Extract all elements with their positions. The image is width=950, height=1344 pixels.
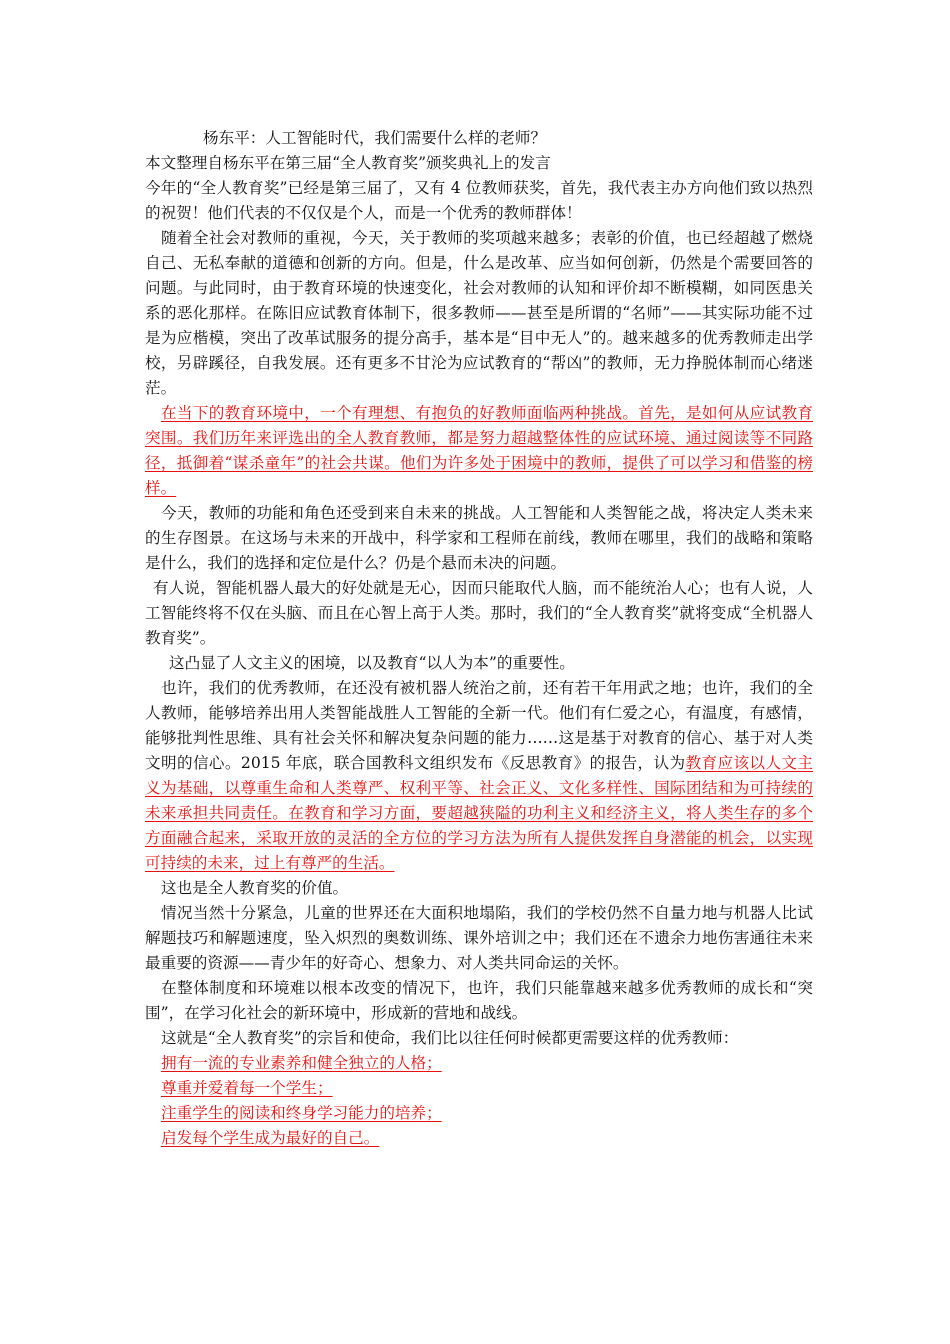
paragraph-4: 今天，教师的功能和角色还受到来自未来的挑战。人工智能和人类智能之战，将决定人类未来的生存图景。在这场与未来的开战中，科学家和工程师在前线，教师在哪里，我们的战略和策略是什么，我们的选择和定位是什么？仍是个悬而未决的问题。 [145,504,813,572]
list-item-text: 注重学生的阅读和终身学习能力的培养； [161,1104,442,1122]
list-item [145,1101,813,1126]
paragraph-7-text: 也许，我们的优秀教师，在还没有被机器人统治之前，还有若干年用武之地；也许，我们的全人教师，能够培养出用人类智能战胜人工智能的全新一代。他们有仁爱之心，有温度，有感情，能够批判性思维、具有社会关怀和解决复杂问题的能力……这是基于对教育的信心、基于对人类文明的信心。2015 年底，联合国教科文组织发布《反思教育》的报告，认为 [145,679,813,772]
document-page [145,126,813,1151]
list-item-text: 启发每个学生成为最好的自己。 [161,1129,380,1147]
paragraph-7-highlight: 教育应该以人文主义为基础，以尊重生命和人类尊严、权利平等、社会正义、文化多样性、国际团结和为可持续的未来承担共同责任。在教育和学习方面，要超越狭隘的功利主义和经济主义，将人类生存的多个方面融合起来，采取开放的灵活的全方位的学习方法为所有人提供发挥自身潜能的机会，以实现可持续的未来，过上有尊严的生活。 [145,754,813,872]
paragraph-9: 情况当然十分紧急，儿童的世界还在大面积地塌陷，我们的学校仍然不自量力地与机器人比试解题技巧和解题速度，坠入炽烈的奥数训练、课外培训之中；我们还在不遗余力地伤害通往未来最重要的资源——青少年的好奇心、想象力、对人类共同命运的关怀。 [145,904,813,972]
paragraph-2: 随着全社会对教师的重视，今天，关于教师的奖项越来越多；表彰的价值，也已经超越了燃烧自己、无私奉献的道德和创新的方向。但是，什么是改革、应当如何创新，仍然是个需要回答的问题。与此同时，由于教育环境的快速变化，社会对教师的认知和评价却不断模糊，如同医患关系的恶化那样。在陈旧应试教育体制下，很多教师——甚至是所谓的“名师”——其实际功能不过是为应楷模，突出了改革试服务的提分高手，基本是“目中无人”的。越来越多的优秀教师走出学校，另辟蹊径，自我发展。还有更多不甘沦为应试教育的“帮凶”的教师，无力挣脱体制而心绪迷茫。 [145,229,813,397]
paragraph-8: 这也是全人教育奖的价值。 [161,879,349,897]
list-item [145,1126,813,1151]
paragraph-1: 今年的“全人教育奖”已经是第三届了，又有 4 位教师获奖，首先，我代表主办方向他们致以热烈的祝贺！他们代表的不仅仅是个人，而是一个优秀的教师群体！ [145,179,813,222]
list-item: 拥有一流的专业素养和健全独立的人格； [161,1054,442,1072]
paragraph-3-highlight: 在当下的教育环境中，一个有理想、有抱负的好教师面临两种挑战。首先，是如何从应试教育突围。我们历年来评选出的全人教育教师，都是努力超越整体性的应试环境、通过阅读等不同路径，抵御着“谋杀童年”的社会共谋。他们为许多处于困境中的教师，提供了可以学习和借鉴的榜样。 [145,404,813,497]
document-subtitle: 本文整理自杨东平在第三届“全人教育奖”颁奖典礼上的发言 [145,154,551,172]
paragraph-6: 这凸显了人文主义的困境，以及教育“以人为本”的重要性。 [169,654,575,672]
list-item: 尊重并爱着每一个学生； [161,1079,333,1097]
paragraph-10: 在整体制度和环境难以根本改变的情况下，也许，我们只能靠越来越多优秀教师的成长和“突围”，在学习化社会的新环境中，形成新的营地和战线。 [145,979,813,1022]
paragraph-5: 有人说，智能机器人最大的好处就是无心，因而只能取代人脑，而不能统治人心；也有人说，人工智能终将不仅在头脑、而且在心智上高于人类。那时，我们的“全人教育奖”就将变成“全机器人教育奖”。 [145,579,813,647]
paragraph-11: 这就是“全人教育奖”的宗旨和使命，我们比以往任何时候都更需要这样的优秀教师： [161,1029,739,1047]
paragraph-7 [145,676,813,876]
document-title: 杨东平：人工智能时代，我们需要什么样的老师？ [203,129,547,147]
